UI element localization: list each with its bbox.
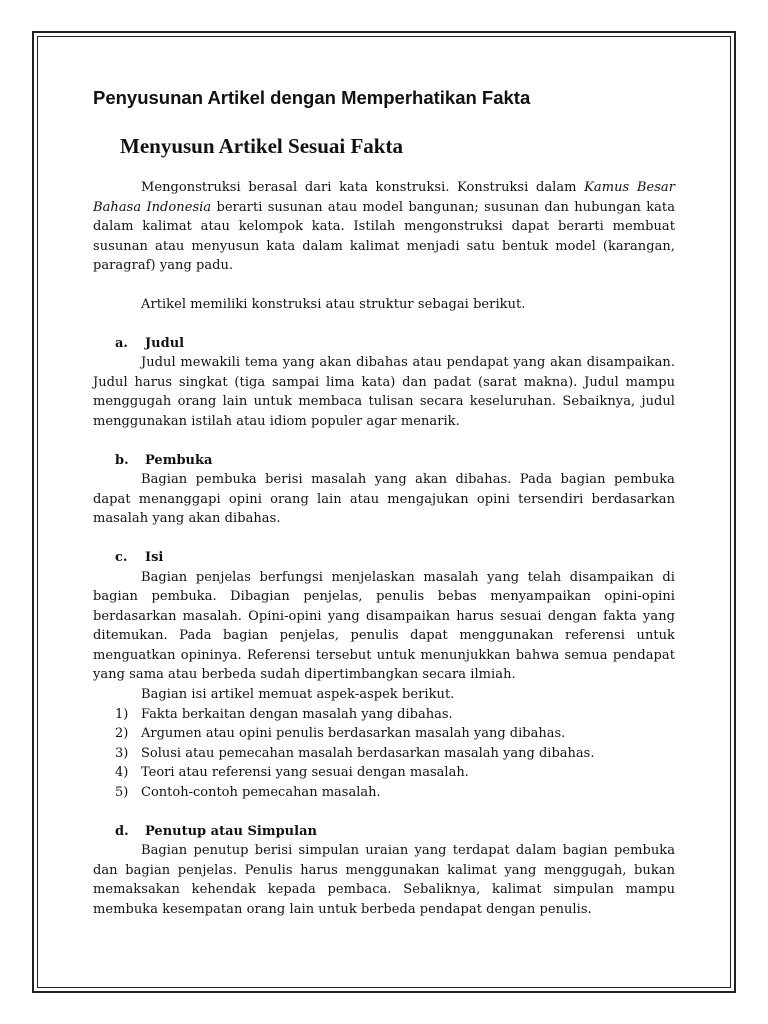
section-body: Bagian pembuka berisi masalah yang akan dibahas. Pada bagian pembuka dapat menanggapi opini orang lain atau mengajukan opini tersendiri berdasarkan masalah yang akan dibahas. (93, 472, 675, 527)
list-item (93, 705, 675, 725)
list-text: Argumen atau opini penulis berdasarkan masalah yang dibahas. (141, 726, 566, 742)
list-text: Fakta berkaitan dengan masalah yang dibahas. (141, 706, 453, 722)
section-heading (93, 822, 675, 842)
intro-paragraph (93, 178, 675, 276)
list-number: 1) (115, 706, 129, 722)
list-item (93, 783, 675, 803)
list-text: Teori atau referensi yang sesuai dengan masalah. (141, 765, 469, 781)
intro-text-a: Mengonstruksi berasal dari kata konstruksi. Konstruksi dalam (141, 180, 585, 195)
section-penutup (93, 822, 675, 920)
section-isi (93, 548, 675, 803)
section-body: Judul mewakili tema yang akan dibahas atau pendapat yang akan disampaikan. Judul harus singkat (tiga sampai lima kata) dan padat (sarat makna). Judul mampu menggugah orang lain untuk membaca tulisan secara keseluruhan. Sebaiknya, judul menggunakan istilah atau idiom populer agar menarik. (93, 355, 675, 429)
list-intro: Bagian isi artikel memuat aspek-aspek berikut. (141, 687, 455, 703)
section-heading-text: Pembuka (145, 452, 213, 468)
document-body (93, 86, 675, 920)
structure-intro: Artikel memiliki konstruksi atau struktur sebagai berikut. (141, 296, 526, 312)
page-title: Penyusunan Artikel dengan Memperhatikan Fakta (93, 87, 531, 108)
list-number: 3) (115, 745, 129, 761)
section-heading (93, 451, 675, 471)
aspect-list (93, 705, 675, 803)
section-heading (93, 548, 675, 568)
list-text: Contoh-contoh pemecahan masalah. (141, 785, 381, 801)
section-letter: b. (115, 452, 129, 468)
section-heading-text: Penutup atau Simpulan (145, 823, 317, 839)
intro-text-b: berarti susunan atau model bangunan; susunan dan hubungan kata dalam kalimat atau kelompok kata. Istilah mengonstruksi dapat berarti membuat susunan atau menyusun kata dalam kalimat menjadi satu bentuk model (karangan, paragraf) yang padu. (93, 199, 675, 274)
section-letter: a. (115, 335, 128, 351)
section-pembuka (93, 451, 675, 529)
section-body: Bagian penutup berisi simpulan uraian yang terdapat dalam bagian pembuka dan bagian penjelas. Penulis harus menggunakan kalimat yang menggugah, bukan memaksakan kehendak kepada pembaca. Sebaliknya, kalimat simpulan mampu membuka kesempatan orang lain untuk berbeda pendapat dengan penulis. (93, 843, 675, 917)
list-item (93, 763, 675, 783)
list-item (93, 744, 675, 764)
list-text: Solusi atau pemecahan masalah berdasarkan masalah yang dibahas. (141, 745, 595, 761)
list-number: 2) (115, 726, 129, 742)
list-item (93, 724, 675, 744)
section-heading (93, 334, 675, 354)
intro-text-italic: Kamus Besar Bahasa Indonesia (93, 180, 675, 215)
section-letter: c. (115, 549, 128, 565)
section-heading-text: Isi (145, 549, 164, 565)
list-number: 4) (115, 765, 129, 781)
section-heading-text: Judul (145, 335, 185, 351)
section-judul (93, 334, 675, 432)
section-title: Menyusun Artikel Sesuai Fakta (120, 134, 403, 158)
section-body: Bagian penjelas berfungsi menjelaskan masalah yang telah disampaikan di bagian pembuka. Dibagian penjelas, penulis bebas menyampaikan opini-opini berdasarkan masalah. Opini-opini yang disampaikan harus sesuai dengan fakta yang ditemukan. Pada bagian penjelas, penulis dapat menggunakan referensi untuk menguatkan opininya. Referensi tersebut untuk menunjukkan bahwa semua pendapat yang sama atau berbeda sudah dipertimbangkan secara ilmiah. (93, 569, 675, 683)
section-letter: d. (115, 823, 129, 839)
list-number: 5) (115, 785, 129, 801)
